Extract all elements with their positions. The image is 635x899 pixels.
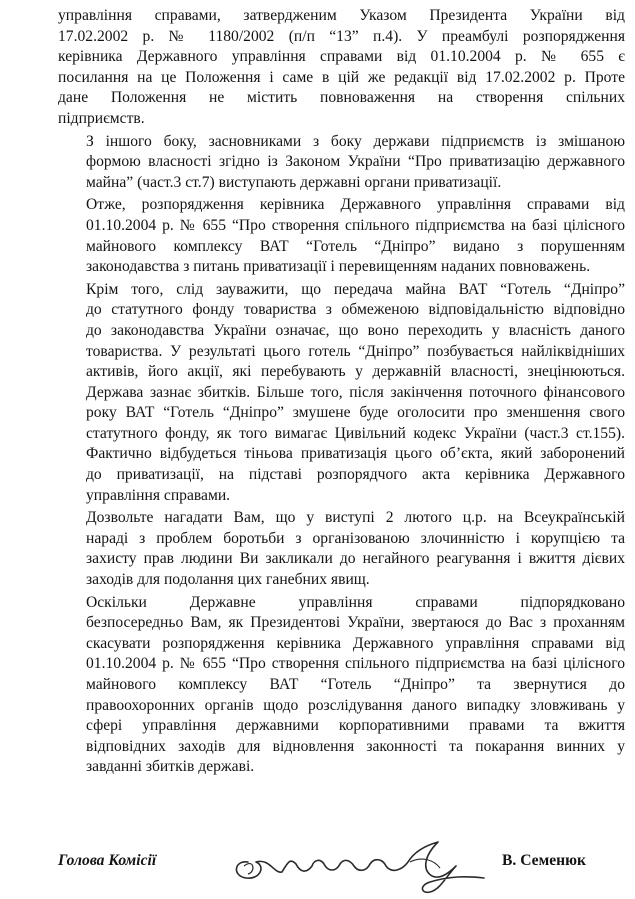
text-line: статутного фонду, як того вимагає Цивільний кодекс України (част.3 ст.155). (86, 424, 625, 442)
text-line: З іншого боку, засновниками з боку держави підприємств із змішаною (86, 132, 625, 150)
text-line: Держава зазнає збитків. Більше того, після закінчення поточного фінансового (86, 383, 625, 401)
text-line: управління справами, затвердженим Указом Президента України від (58, 7, 625, 24)
text-line: правоохоронних органів щодо розслідування даного випадку зловживань у (86, 696, 625, 714)
text-line: 01.10.2004 р. № 655 “Про створення спільного підприємства на базі цілісного (86, 655, 625, 673)
text-line: майнового комплексу ВАТ “Готель “Дніпро” видано з порушенням (86, 237, 625, 255)
text-line: управління справами. (86, 486, 231, 504)
text-line: Дозвольте нагадати Вам, що у виступі 2 лютого ц.р. на Всеукраїнській (86, 509, 625, 527)
text-line: заходів для подолання цих ганебних явищ. (86, 571, 370, 589)
handwritten-signature (226, 832, 496, 894)
paragraph (58, 280, 625, 507)
text-line: до законодавства України означає, що воно переходить у власність даного (86, 321, 625, 339)
paragraph (58, 195, 625, 277)
text-line: законодавства з питань приватизації і перевищенням наданих повноважень. (86, 258, 591, 276)
text-line: посилання на це Положення і саме в цій же редакції від 17.02.2002 р. Проте (58, 68, 625, 86)
text-line: безпосередньо Вам, як Президентові України, звертаюся до Вас з проханням (86, 614, 625, 632)
text-line: захисту прав людини Ви закликали до негайного реагування і вжиття дієвих (86, 550, 625, 568)
text-line: Фактично відбудеться тіньова приватизація цього об’єкта, який заборонений (86, 445, 625, 463)
text-line: майна” (част.3 ст.7) виступають державні органи приватизації. (86, 173, 502, 191)
paragraph (58, 593, 625, 778)
paragraph (58, 6, 625, 130)
text-line: активів, його акції, які перебувають у державній власності, знецінюються. (86, 363, 625, 381)
text-line: Отже, розпорядження керівника Державного управління справами від (86, 196, 625, 214)
text-line: Оскільки Державне управління справами підпорядковано (86, 593, 625, 611)
paragraph (58, 132, 625, 194)
text-line: дане Положення не містить повноваження на створення спільних (58, 89, 625, 107)
text-line: завданні збитків державі. (86, 758, 255, 776)
text-line: підприємств. (58, 109, 145, 127)
text-line: майнового комплексу ВАТ “Готель “Дніпро” та звернутися до (86, 676, 625, 693)
text-line: року ВАТ “Готель “Дніпро” змушене буде оголосити про зменшення свого (86, 404, 625, 422)
text-line: Крім того, слід зауважити, що передача майна ВАТ “Готель “Дніпро” (86, 280, 625, 298)
text-line: керівника Державного управління справами від 01.10.2004 р. № 655 є (58, 48, 625, 66)
signature-block (58, 832, 628, 892)
paragraph (58, 508, 625, 590)
signatory-title: Голова Комісії (58, 852, 157, 869)
text-line: товариства. У результаті цього готель “Дніпро” позбувається найліквідніших (86, 342, 625, 360)
text-line: скасувати розпорядження керівника Державного управління справами від (86, 634, 625, 652)
text-line: 01.10.2004 р. № 655 “Про створення спільного підприємства на базі цілісного (86, 216, 625, 234)
text-line: до статутного фонду товариства з обмеженою відповідальністю відповідно (86, 301, 625, 319)
text-line: формою власності згідно із Законом України “Про приватизацію державного (86, 153, 625, 171)
text-line: нараді з проблем боротьби з організованою злочинністю і корупцією та (86, 529, 625, 547)
signatory-name: В. Семенюк (502, 852, 586, 869)
text-line: відповідних заходів для відновлення законності та покарання винних у (86, 737, 625, 755)
letter-body (58, 6, 625, 780)
text-line: сфері управління державними корпоративними правами та вжиття (86, 717, 625, 735)
text-line: 17.02.2002 р. № 1180/2002 (п/п “13” п.4). У преамбулі розпорядження (58, 27, 625, 45)
text-line: до приватизації, на підставі розпорядчого акта керівника Державного (86, 466, 625, 484)
